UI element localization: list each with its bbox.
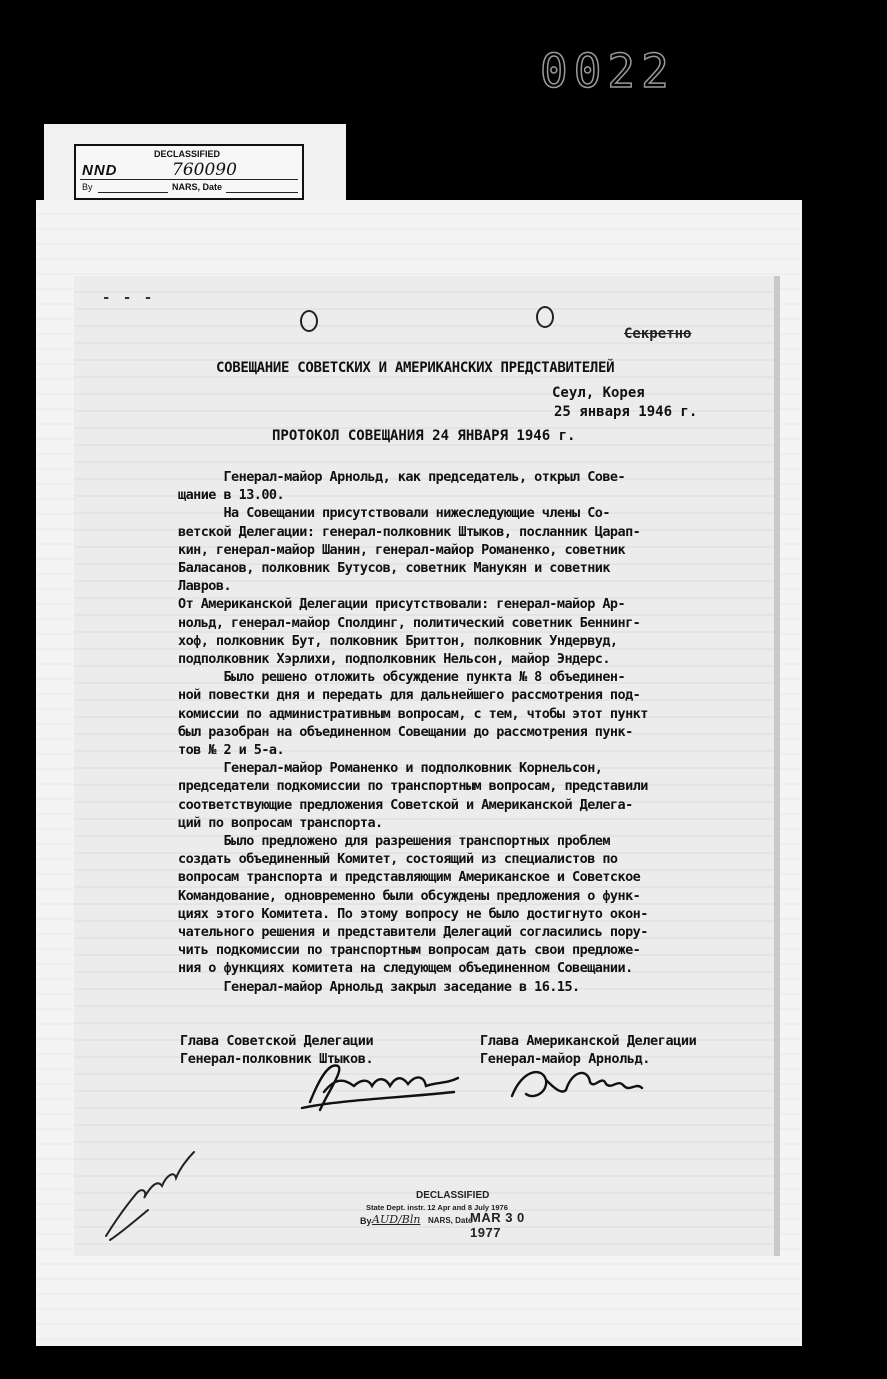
stamp-by-label: By <box>82 182 93 192</box>
signature-left <box>298 1052 468 1116</box>
bottom-stamp-authority: State Dept. instr. 12 Apr and 8 July 1976 <box>366 1203 508 1212</box>
stamp-prefix: NND <box>82 162 118 179</box>
punch-hole-right <box>536 306 554 328</box>
bottom-stamp-nars-label: NARS, Date <box>428 1216 473 1225</box>
punch-hole-left <box>300 310 318 332</box>
signatory-left-title: Глава Советской Делегации <box>180 1033 374 1049</box>
document-date: 25 января 1946 г. <box>554 404 698 420</box>
signatory-left-name: Генерал-полковник Штыков. <box>180 1051 374 1067</box>
classification-mark: Секретно <box>624 326 692 342</box>
stamp-number: 760090 <box>172 160 237 180</box>
page-marks: - - - <box>102 290 155 306</box>
document-title: СОВЕЩАНИЕ СОВЕТСКИХ И АМЕРИКАНСКИХ ПРЕДСТАВИТЕЛЕЙ <box>216 360 615 376</box>
stamp-date-line <box>226 192 298 193</box>
stamp-divider <box>80 179 298 180</box>
signatory-right-title: Глава Американской Делегации <box>480 1033 697 1049</box>
document-place: Сеул, Корея <box>552 385 645 401</box>
declassification-stamp-bottom <box>360 1190 550 1240</box>
frame-number: 0022 <box>540 44 675 98</box>
bottom-stamp-title: DECLASSIFIED <box>416 1190 490 1201</box>
signature-right <box>506 1060 656 1110</box>
stamp-nars-label: NARS, Date <box>172 182 223 192</box>
document-body: Генерал-майор Арнольд, как председатель, открыл Сове- щание в 13.00. На Совещании присутствовали нижеследующие члены Со- ветской Делегации: генерал-полковник Штыков, посланник Царап- кин, генерал-майор Шанин, генерал-майор Романенко, советник Баласанов, полковник Бутусов, советник Манукян и советник Лавров. От Американской Делегации присутствовали: генерал-майор Ар- нольд, генерал-майор Сполдинг, политический советник Беннинг- хоф, полковник Бут, полковник Бриттон, полковник Ундервуд, подполковник Хэрлихи, подполковник Нельсон, майор Эндерс. Было решено отложить обсуждение пункта № 8 объединен- ной повестки дня и передать для дальнейшего рассмотрения под- комиссии по административным вопросам, с тем, чтобы этот пункт был разобран на объединенном Совещании до рассмотрения пунк- тов № 2 и 5-а. Генерал-майор Романенко и подполковник Корнельсон, председатели подкомиссии по транспортным вопросам, представили соответствующие предложения Советской и Американской Делега- ций по вопросам транспорта. Было предложено для разрешения транспортных проблем создать объединенный Комитет, состоящий из специалистов по вопросам транспорта и представляющим Американское и Советское Командование, одновременно были обсуждены предложения о функ- циях этого Комитета. По этому вопросу не было достигнуто окон- чательного решения и представители Делегаций согласились пору- чить подкомиссии по транспортным вопросам дать свои предложе- ния о функциях комитета на следующем объединенном Совещании. Генерал-майор Арнольд закрыл заседание в 16.15. <box>178 469 648 995</box>
stamp-by-line <box>98 192 168 193</box>
bottom-stamp-by-label: By <box>360 1216 372 1226</box>
marginal-handwriting <box>96 1140 206 1250</box>
bottom-stamp-name: AUD/Bln <box>372 1213 421 1226</box>
protocol-heading: ПРОТОКОЛ СОВЕЩАНИЯ 24 ЯНВАРЯ 1946 г. <box>272 428 576 444</box>
signatory-right-name: Генерал-майор Арнольд. <box>480 1051 651 1067</box>
stamp-label: DECLASSIFIED <box>154 149 221 159</box>
bottom-stamp-date: MAR 3 0 1977 <box>470 1210 525 1240</box>
declassification-stamp <box>74 144 304 200</box>
